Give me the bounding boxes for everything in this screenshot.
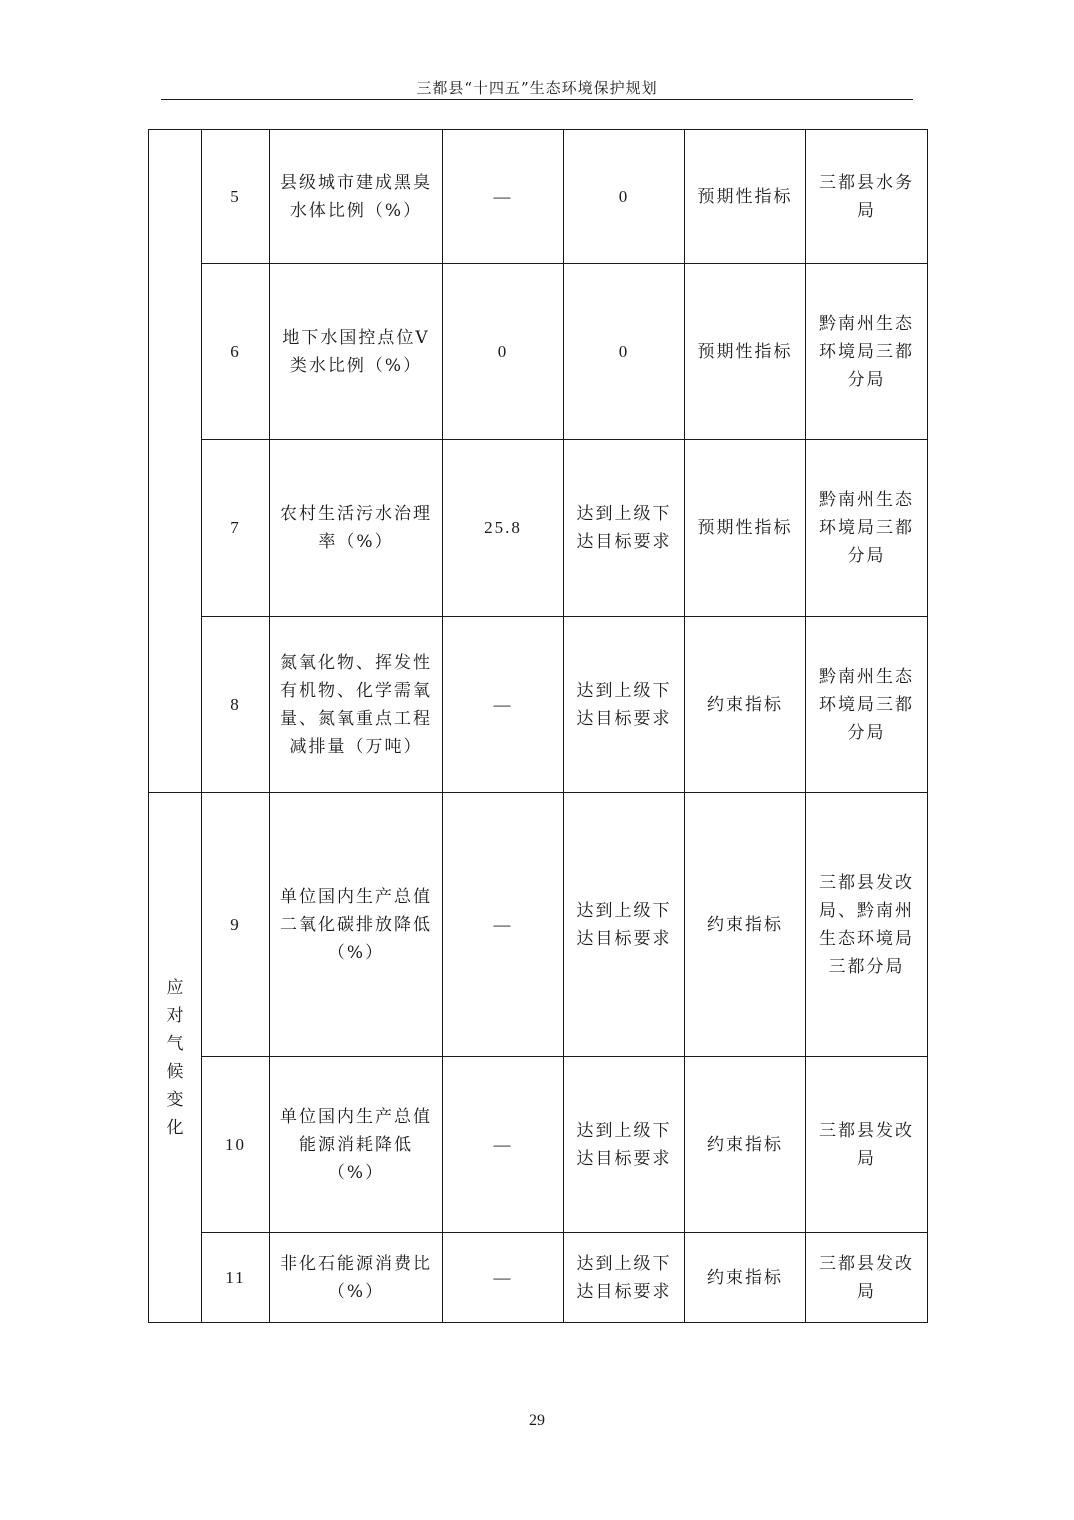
indicator-type: 约束指标: [685, 617, 806, 793]
target-value: 达到上级下达目标要求: [564, 1233, 685, 1323]
category-cell: [149, 130, 202, 793]
indicator-table: [148, 129, 928, 1323]
table-row: [149, 1233, 928, 1323]
page-header-title: 三都县“十四五”生态环境保护规划: [416, 79, 658, 97]
row-number: 10: [202, 1057, 270, 1233]
row-number: 6: [202, 264, 270, 440]
table-row: [149, 130, 928, 264]
category-cell: [149, 793, 202, 1323]
baseline-value: —: [443, 1057, 564, 1233]
baseline-value: 0: [443, 264, 564, 440]
baseline-value: —: [443, 793, 564, 1057]
target-value: 达到上级下达目标要求: [564, 793, 685, 1057]
responsible-department: 三都县发改局: [806, 1057, 928, 1233]
indicator-name: 单位国内生产总值能源消耗降低（%）: [270, 1057, 443, 1233]
baseline-value: —: [443, 130, 564, 264]
target-value: 达到上级下达目标要求: [564, 1057, 685, 1233]
target-value: 达到上级下达目标要求: [564, 440, 685, 617]
responsible-department: 黔南州生态环境局三都分局: [806, 440, 928, 617]
indicator-name: 单位国内生产总值二氧化碳排放降低（%）: [270, 793, 443, 1057]
row-number: 11: [202, 1233, 270, 1323]
responsible-department: 黔南州生态环境局三都分局: [806, 617, 928, 793]
target-value: 0: [564, 130, 685, 264]
indicator-type: 约束指标: [685, 793, 806, 1057]
indicator-name: 农村生活污水治理率（%）: [270, 440, 443, 617]
table-row: [149, 264, 928, 440]
indicator-name: 县级城市建成黑臭水体比例（%）: [270, 130, 443, 264]
indicator-name: 氮氧化物、挥发性有机物、化学需氧量、氮氧重点工程减排量（万吨）: [270, 617, 443, 793]
row-number: 7: [202, 440, 270, 617]
baseline-value: 25.8: [443, 440, 564, 617]
target-value: 达到上级下达目标要求: [564, 617, 685, 793]
baseline-value: —: [443, 617, 564, 793]
indicator-name: 地下水国控点位Ⅴ类水比例（%）: [270, 264, 443, 440]
target-value: 0: [564, 264, 685, 440]
page-number: 29: [529, 1412, 545, 1429]
responsible-department: 黔南州生态环境局三都分局: [806, 264, 928, 440]
responsible-department: 三都县发改局、黔南州生态环境局三都分局: [806, 793, 928, 1057]
header-divider: [161, 99, 913, 100]
indicator-type: 预期性指标: [685, 130, 806, 264]
responsible-department: 三都县水务局: [806, 130, 928, 264]
indicator-name: 非化石能源消费比（%）: [270, 1233, 443, 1323]
table-row: [149, 440, 928, 617]
indicator-type: 约束指标: [685, 1233, 806, 1323]
indicator-type: 约束指标: [685, 1057, 806, 1233]
table-row: [149, 793, 928, 1057]
row-number: 8: [202, 617, 270, 793]
responsible-department: 三都县发改局: [806, 1233, 928, 1323]
category-label: 应对气候变化: [166, 977, 184, 1138]
table-row: [149, 1057, 928, 1233]
row-number: 5: [202, 130, 270, 264]
indicator-type: 预期性指标: [685, 440, 806, 617]
row-number: 9: [202, 793, 270, 1057]
indicator-type: 预期性指标: [685, 264, 806, 440]
table-row: [149, 617, 928, 793]
baseline-value: —: [443, 1233, 564, 1323]
